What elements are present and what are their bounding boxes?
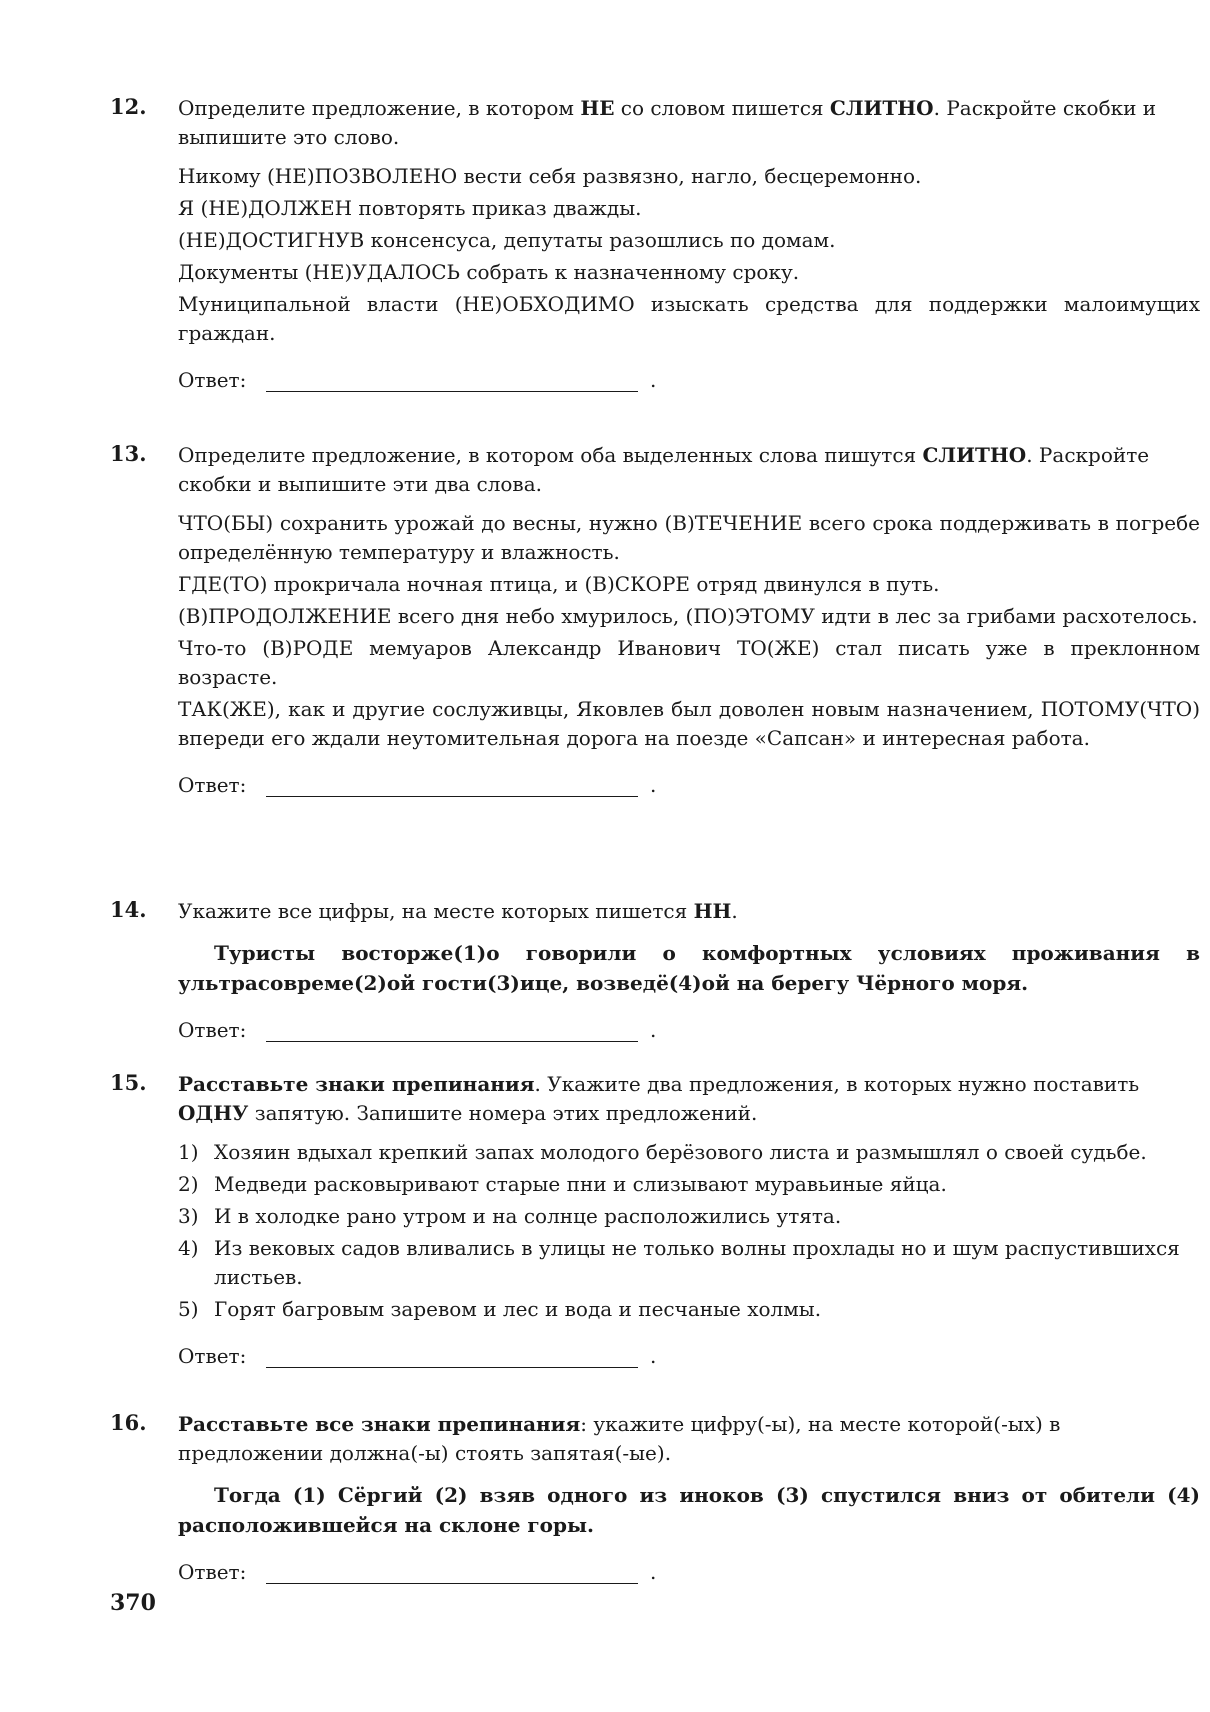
sentence-line: Что-то (В)РОДЕ мемуаров Александр Иванович ТО(ЖЕ) стал писать уже в преклонном возрасте. (178, 636, 1200, 689)
answer-label: Ответ: (178, 1018, 247, 1042)
answer-row: Ответ: . (178, 1560, 657, 1584)
task-sentence: Тогда (1) Сёргий (2) взяв одного из иноков (3) спустился вниз от обители (4) расположившейся на склоне горы. (178, 1483, 1200, 1537)
sentence-line: Муниципальной власти (НЕ)ОБХОДИМО изыскать средства для поддержки малоимущих граждан. (178, 292, 1200, 345)
task-16 (110, 1410, 1200, 1584)
list-item: 5) Горят багровым заревом и лес и вода и песчаные холмы. (178, 1297, 822, 1321)
list-item: 4) Из вековых садов вливались в улицы не только волны прохлады но и шум распустившихся листьев. (178, 1236, 1180, 1289)
list-item: 3) И в холодке рано утром и на солнце расположились утята. (178, 1204, 842, 1228)
task-number: 16. (110, 1410, 147, 1435)
answer-field[interactable] (266, 369, 638, 392)
sentence-line: ТАК(ЖЕ), как и другие сослуживцы, Яковлев был доволен новым назначением, ПОТОМУ(ЧТО) впереди его ждали неутомительная дорога на поезде «Сапсан» и интересная работа. (178, 697, 1200, 750)
answer-field[interactable] (266, 1019, 638, 1042)
answer-row: Ответ: . (178, 368, 657, 392)
answer-field[interactable] (266, 1561, 638, 1584)
answer-label: Ответ: (178, 368, 247, 392)
sentence-line: (В)ПРОДОЛЖЕНИЕ всего дня небо хмурилось, (ПО)ЭТОМУ идти в лес за грибами расхотелось. (178, 604, 1198, 628)
task-14 (110, 897, 1200, 1042)
answer-label: Ответ: (178, 1560, 247, 1584)
task-question: Укажите все цифры, на месте которых пишется НН. (178, 899, 738, 923)
sentence-line: Никому (НЕ)ПОЗВОЛЕНО вести себя развязно, нагло, бесцеремонно. (178, 164, 922, 188)
answer-label: Ответ: (178, 1344, 247, 1368)
task-number: 14. (110, 897, 147, 922)
list-item: 1) Хозяин вдыхал крепкий запах молодого берёзового листа и размышлял о своей судьбе. (178, 1140, 1147, 1164)
task-question: Определите предложение, в котором оба выделенных слова пишутся СЛИТНО. Раскройте скобки и выпишите эти два слова. (178, 443, 1150, 496)
task-sentence: Туристы восторже(1)о говорили о комфортных условиях проживания в ультрасовреме(2)ой гости(3)ице, возведё(4)ой на берегу Чёрного моря. (178, 941, 1200, 995)
answer-field[interactable] (266, 774, 638, 797)
task-question: Определите предложение, в котором НЕ со словом пишется СЛИТНО. Раскройте скобки и выпишите это слово. (178, 96, 1157, 149)
task-number: 13. (110, 441, 147, 466)
task-15 (110, 1070, 1200, 1368)
sentence-line: Документы (НЕ)УДАЛОСЬ собрать к назначенному сроку. (178, 260, 800, 284)
task-question: Расставьте все знаки препинания: укажите цифру(-ы), на месте которой(-ых) в предложении должна(-ы) стоять запятая(-ые). (178, 1412, 1061, 1465)
answer-row: Ответ: . (178, 1344, 657, 1368)
sentence-line: ЧТО(БЫ) сохранить урожай до весны, нужно (В)ТЕЧЕНИЕ всего срока поддерживать в погребе определённую температуру и влажность. (178, 511, 1200, 564)
sentence-line: ГДЕ(ТО) прокричала ночная птица, и (В)СКОРЕ отряд двинулся в путь. (178, 572, 940, 596)
task-question: Расставьте знаки препинания. Укажите два предложения, в которых нужно поставить ОДНУ запятую. Запишите номера этих предложений. (178, 1072, 1140, 1125)
answer-field[interactable] (266, 1345, 638, 1368)
list-item: 2) Медведи расковыривают старые пни и слизывают муравьиные яйца. (178, 1172, 947, 1196)
answer-row: Ответ: . (178, 773, 657, 797)
task-number: 15. (110, 1070, 147, 1095)
sentence-line: (НЕ)ДОСТИГНУВ консенсуса, депутаты разошлись по домам. (178, 228, 836, 252)
task-12 (110, 94, 1200, 392)
task-number: 12. (110, 94, 147, 119)
page-number: 370 (110, 1590, 156, 1616)
answer-row: Ответ: . (178, 1018, 657, 1042)
sentence-line: Я (НЕ)ДОЛЖЕН повторять приказ дважды. (178, 196, 642, 220)
answer-label: Ответ: (178, 773, 247, 797)
task-13 (110, 441, 1200, 797)
